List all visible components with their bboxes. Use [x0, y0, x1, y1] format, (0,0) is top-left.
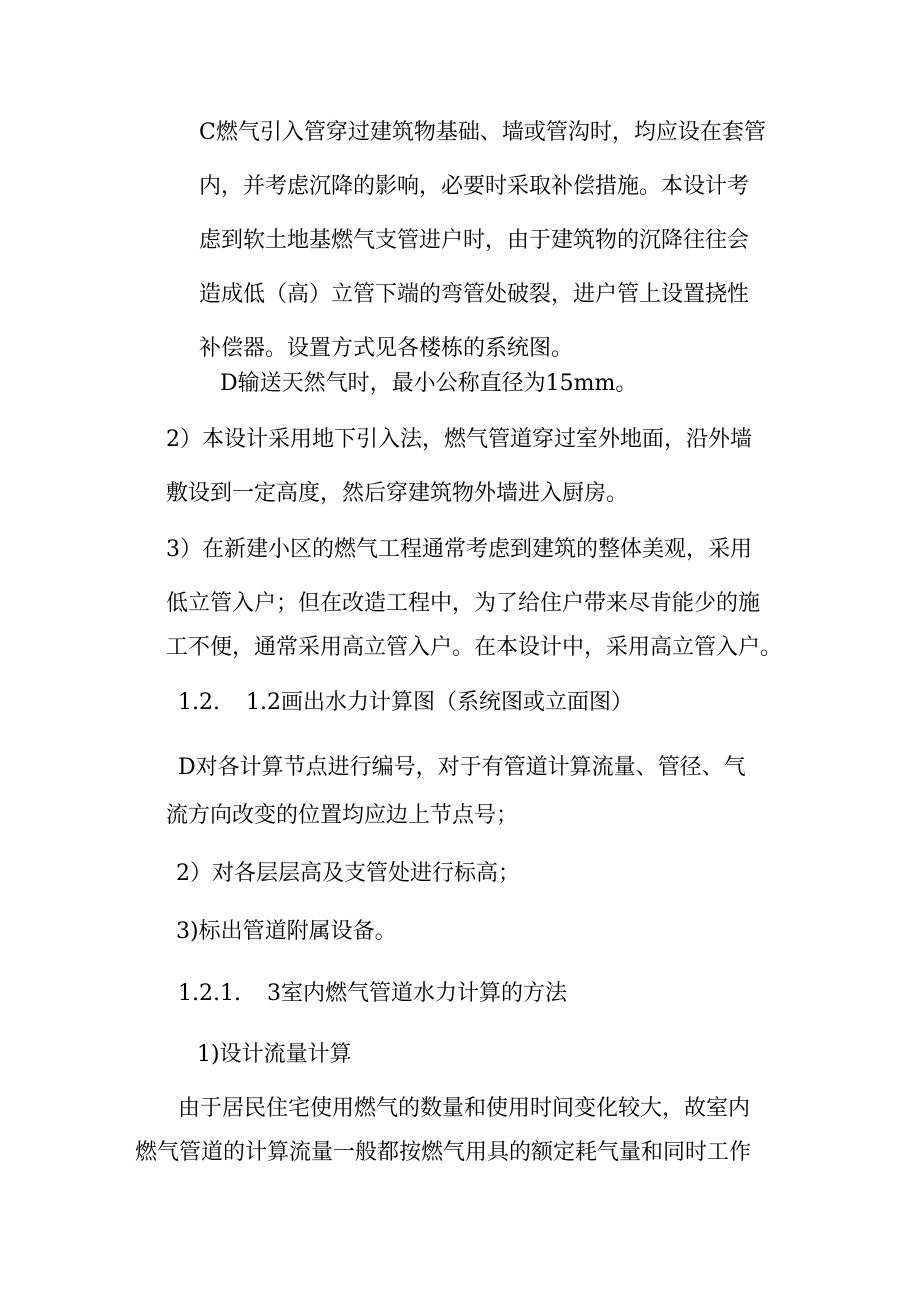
item-2b: 2）对各层层高及支管处进行标高； [176, 861, 520, 886]
sub-heading: 1)设计流量计算 [197, 1042, 352, 1067]
paragraph-d1-line-1: D对各计算节点进行编号，对于有管道计算流量、管径、气 [178, 755, 746, 780]
section-title: 1.2画出水力计算图（系统图或立面图） [245, 690, 633, 715]
paragraph-c-line-5: 补偿器。设置方式见各楼栋的系统图。 [199, 336, 574, 361]
section-heading-1-2-1 [178, 979, 567, 1009]
body-paragraph-line-2: 燃气管道的计算流量一般都按燃气用具的额定耗气量和同时工作 [135, 1140, 752, 1165]
paragraph-d: D输送天然气时，最小公称直径为15mm。 [220, 371, 638, 396]
paragraph-c-line-3: 虑到软土地基燃气支管进户时，由于建筑物的沉降往往会 [199, 228, 750, 253]
item-2-line-2: 敷设到一定高度，然后穿建筑物外墙进入厨房。 [166, 481, 629, 506]
item-3-line-3: 工不便，通常采用高立管入户。在本设计中，采用高立管入户。 [166, 635, 783, 660]
item-3-line-2: 低立管入户；但在改造工程中，为了给住户带来尽肯能少的施 [166, 591, 761, 616]
section-title: 3室内燃气管道水力计算的方法 [266, 981, 567, 1006]
paragraph-c-line-1: C燃气引入管穿过建筑物基础、墙或管沟时，均应设在套管 [199, 120, 766, 145]
paragraph-d1-line-2: 流方向改变的位置均应边上节点号； [166, 803, 519, 828]
paragraph-c-line-4: 造成低（高）立管下端的弯管处破裂，进户管上设置挠性 [199, 282, 750, 307]
item-2-line-1: 2）本设计采用地下引入法，燃气管道穿过室外地面，沿外墙 [166, 427, 752, 452]
section-number: 1.2.1. [178, 981, 241, 1006]
section-heading-1-2 [178, 688, 633, 718]
item-3b: 3)标出管道附属设备。 [176, 919, 397, 944]
body-paragraph-line-1: 由于居民住宅使用燃气的数量和使用时间变化较大，故室内 [178, 1096, 751, 1121]
item-3-line-1: 3）在新建小区的燃气工程通常考虑到建筑的整体美观，采用 [166, 537, 752, 562]
paragraph-c-line-2: 内，并考虑沉降的影响，必要时采取补偿措施。本设计考 [199, 174, 750, 199]
section-number: 1.2. [178, 690, 220, 715]
